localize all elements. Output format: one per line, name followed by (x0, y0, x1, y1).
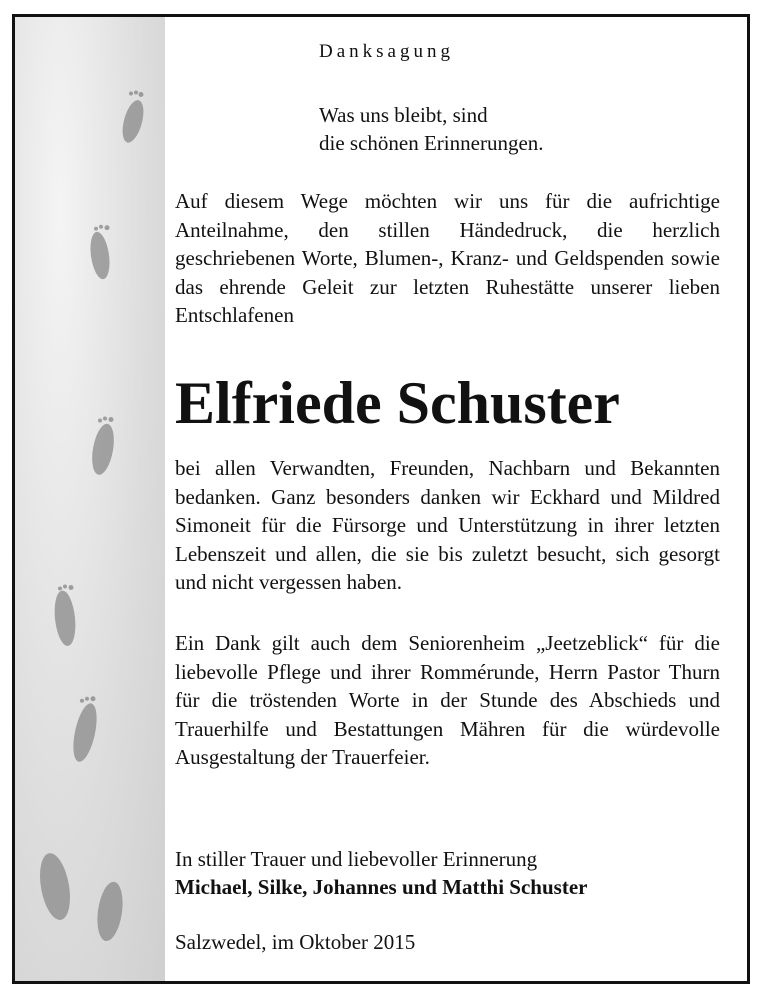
closing-block (175, 845, 587, 901)
thanks-paragraph-3: Ein Dank gilt auch dem Seniorenheim „Jeetzeblick“ für die liebevolle Pflege und ihrer Rommérunde, Herrn Pastor Thurn für die tröstenden Worte in der Stunde des Abschieds und Trauerhilfe und Bestattungen Mähren für die würdevolle Ausgestaltung der Trauerfeier. (175, 631, 720, 769)
thanks-paragraph-1: Auf diesem Wege möchten wir uns für die aufrichtige Anteilnahme, den stillen Händedruck, die herzlich geschriebenen Worte, Blumen-, Kranz- und Geldspenden sowie das ehrende Geleit zur letzten Ruhestätte unserer lieben Entschlafenen (175, 189, 720, 327)
quote-line-1: Was uns bleibt, sind (319, 103, 488, 127)
notice-frame (12, 14, 750, 984)
footprints-sand-image (15, 17, 165, 981)
deceased-name: Elfriede Schuster (175, 370, 620, 436)
signers: Michael, Silke, Johannes und Matthi Schuster (175, 875, 588, 899)
closing-line: In stiller Trauer und liebevoller Erinnerung (175, 847, 538, 871)
place-date: Salzwedel, im Oktober 2015 (175, 930, 416, 954)
notice-heading: Danksagung (319, 41, 454, 62)
thanks-paragraph-2: bei allen Verwandten, Freunden, Nachbarn und Bekannten bedanken. Ganz besonders danken wir Eckhard und Mildred Simoneit für die Fürsorge und Unterstützung in ihrer letzten Lebenszeit und allen, die sie bis zuletzt besucht, sich gesorgt und nicht vergessen haben. (175, 456, 720, 594)
quote-line-2: die schönen Erinnerungen. (319, 131, 544, 155)
footprints-graphic (15, 17, 165, 981)
memorial-quote (319, 101, 544, 157)
